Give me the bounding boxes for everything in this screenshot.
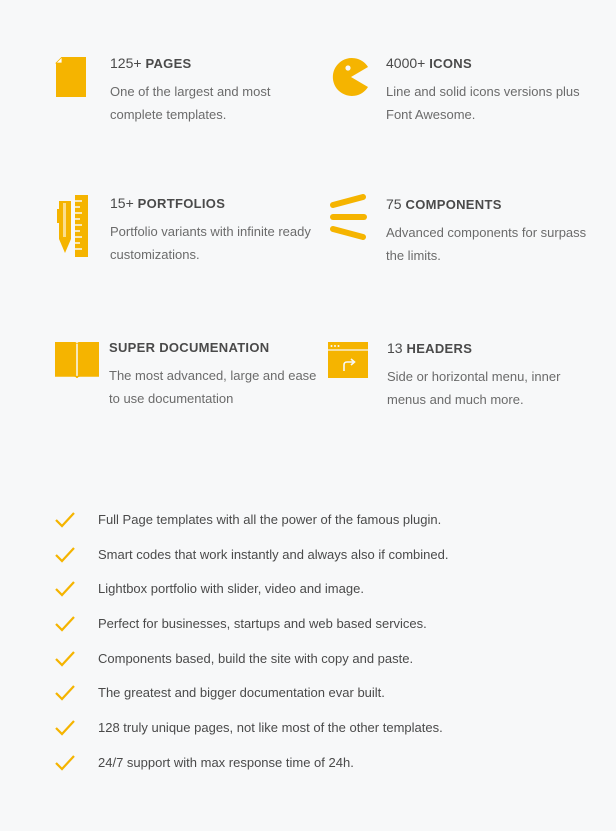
checkmark-icon (54, 615, 76, 633)
feature-title: 4000+ ICONS (386, 55, 472, 71)
pencil-ruler-icon (55, 195, 105, 261)
feature-title: 125+ PAGES (110, 55, 192, 71)
list-item (54, 572, 574, 607)
checkmark-icon (54, 511, 76, 529)
list-item-label: Lightbox portfolio with slider, video and image. (98, 581, 364, 597)
checkmark-icon (54, 754, 76, 772)
list-item (54, 642, 574, 677)
list-item-label: The greatest and bigger documentation evar built. (98, 685, 385, 701)
feature-description: Advanced components for surpass the limits. (386, 225, 587, 263)
feature-description: Side or horizontal menu, inner menus and much more. (387, 369, 561, 407)
list-item-label: Full Page templates with all the power of the famous plugin. (98, 512, 442, 527)
book-icon (54, 342, 104, 408)
feature-checklist (54, 503, 574, 781)
list-item (54, 676, 574, 711)
checkmark-icon (54, 580, 76, 598)
list-item (54, 538, 574, 573)
feature-title: 13 HEADERS (387, 340, 473, 356)
list-item (54, 503, 574, 538)
list-item-label: Components based, build the site with copy and paste. (98, 650, 414, 666)
checkmark-icon (54, 719, 76, 737)
list-item-label: 24/7 support with max response time of 24h. (98, 754, 354, 770)
list-item-label: Smart codes that work instantly and always also if combined. (98, 546, 449, 562)
pacman-icon (331, 57, 381, 123)
feature-title: 15+ PORTFOLIOS (110, 195, 226, 211)
list-item-label: Perfect for businesses, startups and web based services. (98, 616, 427, 632)
checkmark-icon (54, 546, 76, 564)
feature-description: Portfolio variants with infinite ready customizations. (110, 224, 311, 262)
list-item-label: 128 truly unique pages, not like most of the other templates. (98, 720, 443, 736)
feature-title: SUPER DOCUMENATION (109, 340, 270, 355)
feature-description: Line and solid icons versions plus Font Awesome. (386, 84, 580, 122)
browser-window-icon (328, 342, 378, 408)
list-item (54, 607, 574, 642)
list-item (54, 711, 574, 746)
feature-description: The most advanced, large and ease to use documentation (109, 368, 317, 406)
feature-title: 75 COMPONENTS (386, 196, 502, 212)
feature-description: One of the largest and most complete templates. (110, 84, 271, 122)
components-icon (330, 194, 380, 260)
checkmark-icon (54, 650, 76, 668)
list-item (54, 746, 574, 781)
checkmark-icon (54, 684, 76, 702)
document-icon (55, 57, 105, 123)
